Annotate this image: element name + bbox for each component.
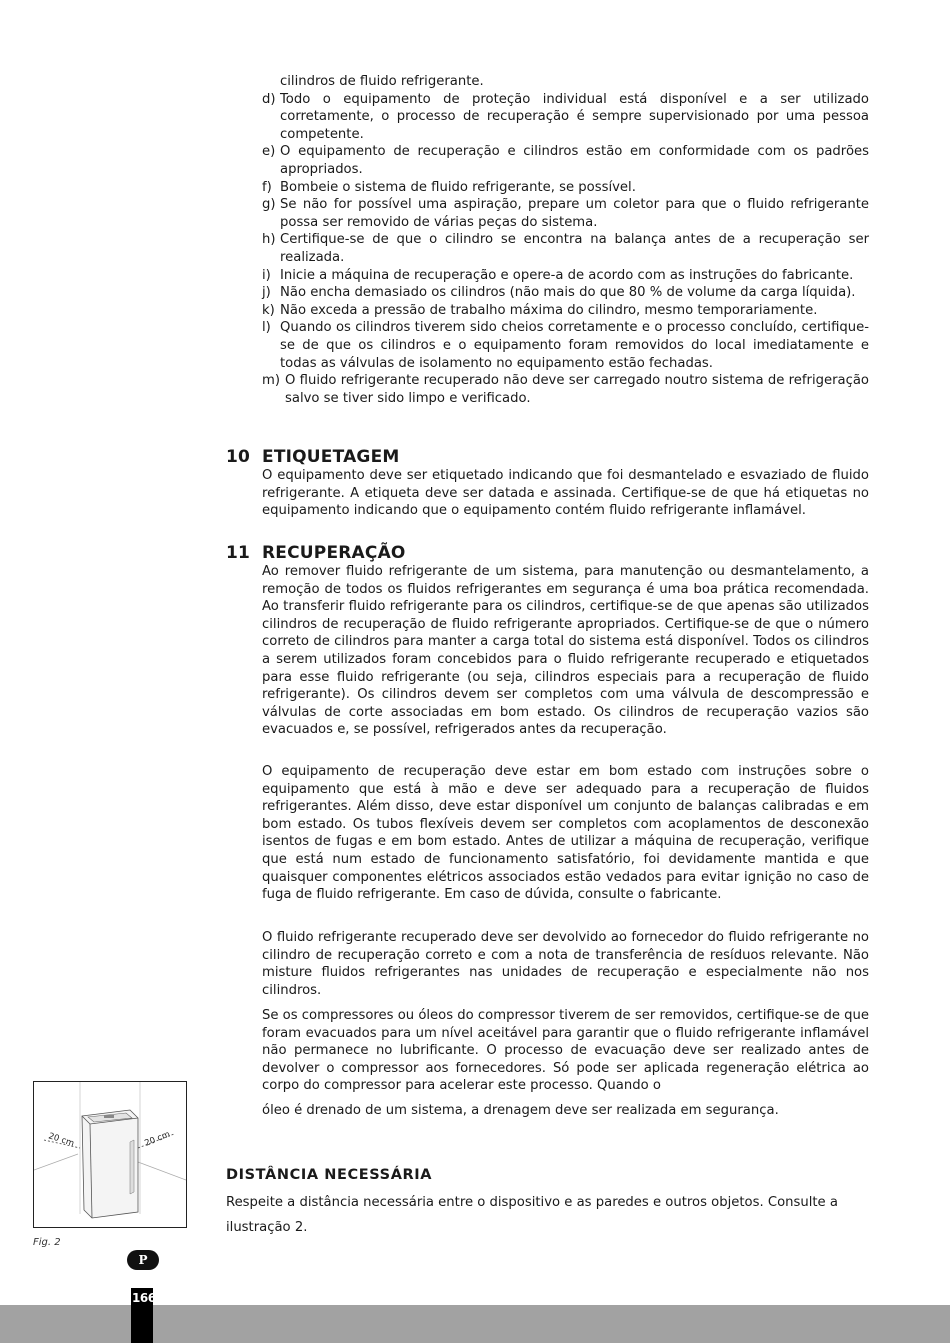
distance-label-left: 20 cm — [47, 1131, 76, 1150]
list-item: j) Não encha demasiado os cilindros (não mais do que 80 % de volume da carga líquida). — [262, 285, 856, 301]
section-11-paragraph-2: O equipamento de recuperação deve estar em bom estado com instruções sobre o equipamento que está à mão e deve ser adequado para a recuperação de fluidos refrigerantes. Além disso, deve estar disponível um conjunto de balanças calibradas e em bom estado. Os tubos flexíveis devem ser completos com acoplamentos de desconexão isentos de fugas e em bom estado. Antes de utilizar a máquina de recuperação, verifique que está num estado de funcionamento satisfatório, foi devidamente mantida e que quaisquer componentes elétricos associados estão vedados para evitar ignição no caso de fuga de fluido refrigerante. Em caso de dúvida, consulte o fabricante. — [262, 764, 869, 903]
list-item: d) Todo o equipamento de proteção individual está disponível e a ser utilizado corretamente, o processo de recuperação é sempre supervisionado por uma pessoa competente. — [262, 91, 869, 142]
figure-distance-illustration — [33, 1081, 187, 1228]
list-item: k) Não exceda a pressão de trabalho máxima do cilindro, mesmo temporariamente. — [262, 302, 818, 318]
distance-heading: DISTÂNCIA NECESSÁRIA — [226, 1167, 433, 1183]
section-11-paragraph-5: óleo é drenado de um sistema, a drenagem deve ser realizada em segurança. — [262, 1103, 779, 1118]
list-item: i) Inicie a máquina de recuperação e opere-a de acordo com as instruções do fabricante. — [262, 267, 854, 283]
section-11-paragraph-3: O fluido refrigerante recuperado deve ser devolvido ao fornecedor do fluido refrigerante no cilindro de recuperação correto e com a nota de transferência de resíduos relevante. Não misture fluidos refrigerantes nas unidades de recuperação e especialmente não nos cilindros. — [262, 930, 869, 998]
list-item: f) Bombeie o sistema de fluido refrigerante, se possível. — [262, 179, 636, 195]
list-item-continuation: cilindros de fluido refrigerante. — [280, 74, 484, 89]
language-badge: P — [127, 1250, 159, 1270]
section-heading-10: 10 ETIQUETAGEM — [226, 447, 400, 467]
section-11-paragraph-1: Ao remover fluido refrigerante de um sistema, para manutenção ou desmantelamento, a remoção de todos os fluidos refrigerantes em segurança é uma boa prática recomendada. Ao transferir fluido refrigerante para os cilindros, certifique-se de que apenas são utilizados cilindros de recuperação de fluido refrigerante apropriados. Certifique-se de que o número correto de cilindros para manter a carga total do sistema está disponível. Todos os cilindros a serem utilizados foram concebidos para o fluido refrigerante recuperado e etiquetados para esse fluido refrigerante (ou seja, cilindros especiais para a recuperação de fluido refrigerante). Os cilindros devem ser completos com uma válvula de descompressão e válvulas de corte associadas em bom estado. Os cilindros de recuperação vazios são evacuados e, se possível, refrigerados antes da recuperação. — [262, 564, 869, 738]
page-number: 166 — [132, 1291, 156, 1305]
list-item: g) Se não for possível uma aspiração, prepare um coletor para que o fluido refrigerante possa ser removido de várias peças do sistema. — [262, 197, 869, 230]
section-heading-11: 11 RECUPERAÇÃO — [226, 543, 406, 563]
figure-caption: Fig. 2 — [33, 1237, 61, 1248]
list-item: e) O equipamento de recuperação e cilindros estão em conformidade com os padrões apropriados. — [262, 144, 869, 177]
distance-label-right: 20 cm — [143, 1129, 172, 1149]
list-item: m) O fluido refrigerante recuperado não deve ser carregado noutro sistema de refrigeração salvo se tiver sido limpo e verificado. — [262, 373, 869, 406]
list-item: l) Quando os cilindros tiverem sido cheios corretamente e o processo concluído, certifique-se de que os cilindros e o equipamento foram removidos do local imediatamente e todas as válvulas de isolamento no equipamento estão fechadas. — [262, 320, 869, 371]
distance-text: Respeite a distância necessária entre o dispositivo e as paredes e outros objetos. Consulte a ilustração 2. — [226, 1195, 838, 1235]
section-10-text: O equipamento deve ser etiquetado indicando que foi desmantelado e esvaziado de fluido refrigerante. A etiqueta deve ser datada e assinada. Certifique-se de que há etiquetas no equipamento indicando que o equipamento contém fluido refrigerante inflamável. — [262, 468, 869, 519]
list-item: h) Certifique-se de que o cilindro se encontra na balança antes de a recuperação ser realizada. — [262, 232, 869, 265]
section-11-paragraph-4: Se os compressores ou óleos do compressor tiverem de ser removidos, certifique-se de que foram evacuados para um nível aceitável para garantir que o fluido refrigerante inflamável não permanece no lubrificante. O processo de evacuação deve ser realizado antes de devolver o compressor aos fornecedores. Só pode ser aplicada regeneração elétrica ao corpo do compressor para acelerar este processo. Quando o — [262, 1008, 869, 1094]
dehumidifier-illustration — [34, 1082, 186, 1227]
recovery-steps-list — [262, 73, 869, 407]
